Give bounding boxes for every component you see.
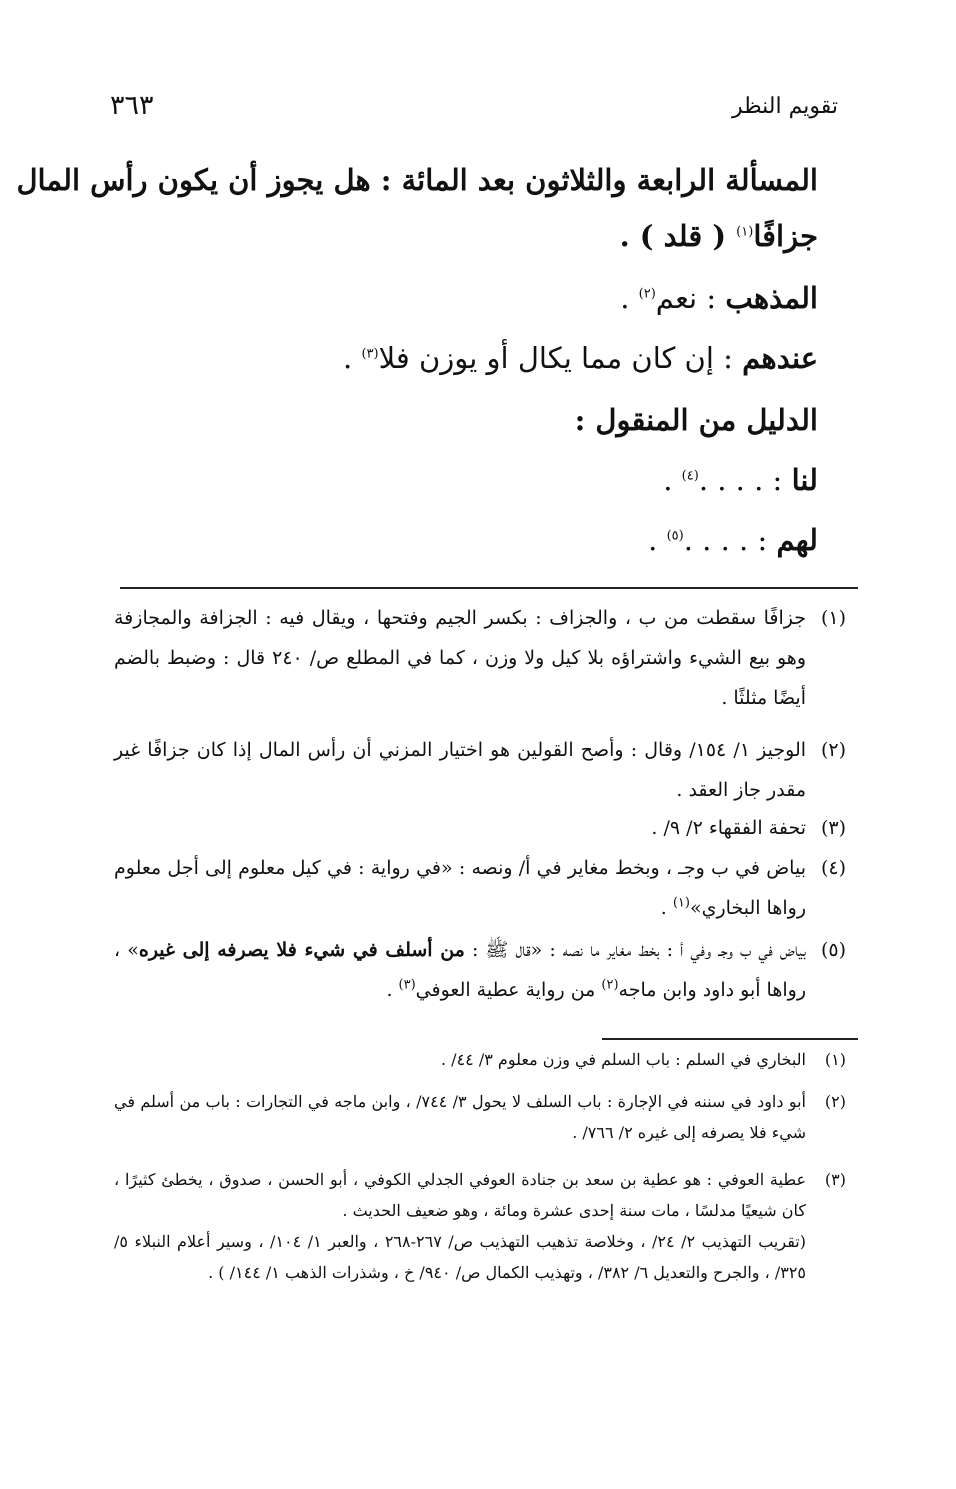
footnote-divider	[120, 587, 858, 589]
sub-footnote-3: (٣) عطية العوفي : هو عطية بن سعد بن جنادة العوفي الجدلي الكوفي ، أبو الحسن ، صدوق ، يخطئ كثيرًا ، كان شيعيًا مدلسًا ، مات سنة إحدى عشرة ومائة ، وهو ضعيف الحديث . (تقريب التهذيب ٢/ ٢٤/ ، وخلاصة تذهيب التهذيب ص/ ٢٦٧-٢٦٨ ، والعبر ١/ ١٠٤/ ، وسير أعلام النبلاء ٥/ ٣٢٥/ ، والجرح والتعديل ٦/ ٣٨٢/ ، وتهذيب الكمال ص/ ٩٤٠/ خ ، وشذرات الذهب ١/ ١٤٤/ ) .	[114, 1164, 846, 1288]
footnote-5: (٥) بياض في ب وجـ وفي أ : بخط مغاير ما نصه : «قال ﷺ : من أسلف في شيء فلا يصرفه إلى غيره» ، رواها أبو داود وابن ماجه$^{(٢)}$ من رواية عطية العوفي$^{(٣)}$ .	[114, 939, 846, 1001]
evidence-heading: الدليل من المنقول :	[574, 403, 818, 437]
running-title: تقويم النظر	[731, 94, 838, 119]
lana-line: لنا : . . . .$^{(٤)}$ .	[663, 463, 818, 497]
sub-footnote-divider	[602, 1038, 858, 1040]
lahum-line: لهم : . . . .$^{(٥)}$ .	[648, 523, 818, 557]
page-number: ٣٦٣	[110, 90, 154, 121]
page-header	[110, 88, 838, 128]
indahum-line: عندهم : إن كان مما يكال أو يوزن فلا$^{(٣)}$ .	[343, 341, 818, 375]
footnote-3: (٣) تحفة الفقهاء ٢/ ٩/ .	[651, 817, 846, 839]
question-heading-line2: جزافًا$^{(١)}$ ( قلد ) .	[619, 219, 818, 253]
question-heading: المسألة الرابعة والثلاثون بعد المائة : هل يجوز أن يكون رأس المال	[16, 163, 818, 197]
sub-footnote-3-sources: (تقريب التهذيب ٢/ ٢٤/ ، وخلاصة تذهيب التهذيب ص/ ٢٦٧-٢٦٨ ، والعبر ١/ ١٠٤/ ، وسير أعلام النبلاء ٥/ ٣٢٥/ ، والجرح والتعديل ٦/ ٣٨٢/ ، وتهذيب الكمال ص/ ٩٤٠/ خ ، وشذرات الذهب ١/ ١٤٤/ ) .	[114, 1232, 807, 1282]
sub-footnote-1: (١) البخاري في السلم : باب السلم في وزن معلوم ٣/ ٤٤/ .	[441, 1050, 846, 1069]
footnote-2: (٢) الوجيز ١/ ١٥٤/ وقال : وأصح القولين هو اختيار المزني أن رأس المال إذا كان جزافًا غير مقدر جاز العقد .	[114, 739, 846, 801]
sub-footnote-2: (٢) أبو داود في سننه في الإجارة : باب السلف لا يحول ٣/ ٧٤٤/ ، وابن ماجه في التجارات : باب من أسلم في شيء فلا يصرفه إلى غيره ٢/ ٧٦٦/ .	[114, 1092, 846, 1142]
footnote-1: (١) جزافًا سقطت من ب ، والجزاف : بكسر الجيم وفتحها ، ويقال فيه : الجزافة والمجازفة وهو بيع الشيء واشتراؤه بلا كيل ولا وزن ، كما في المطلع ص/ ٢٤٠ قال : وضبط بالضم أيضًا مثلثًا .	[114, 607, 846, 709]
madhhab-line: المذهب : نعم$^{(٢)}$ .	[620, 281, 818, 315]
footnote-4: (٤) بياض في ب وجـ ، وبخط مغاير في أ/ ونصه : «في رواية : في كيل معلوم إلى أجل معلوم رواها البخاري»$^{(١)}$ .	[114, 857, 846, 919]
